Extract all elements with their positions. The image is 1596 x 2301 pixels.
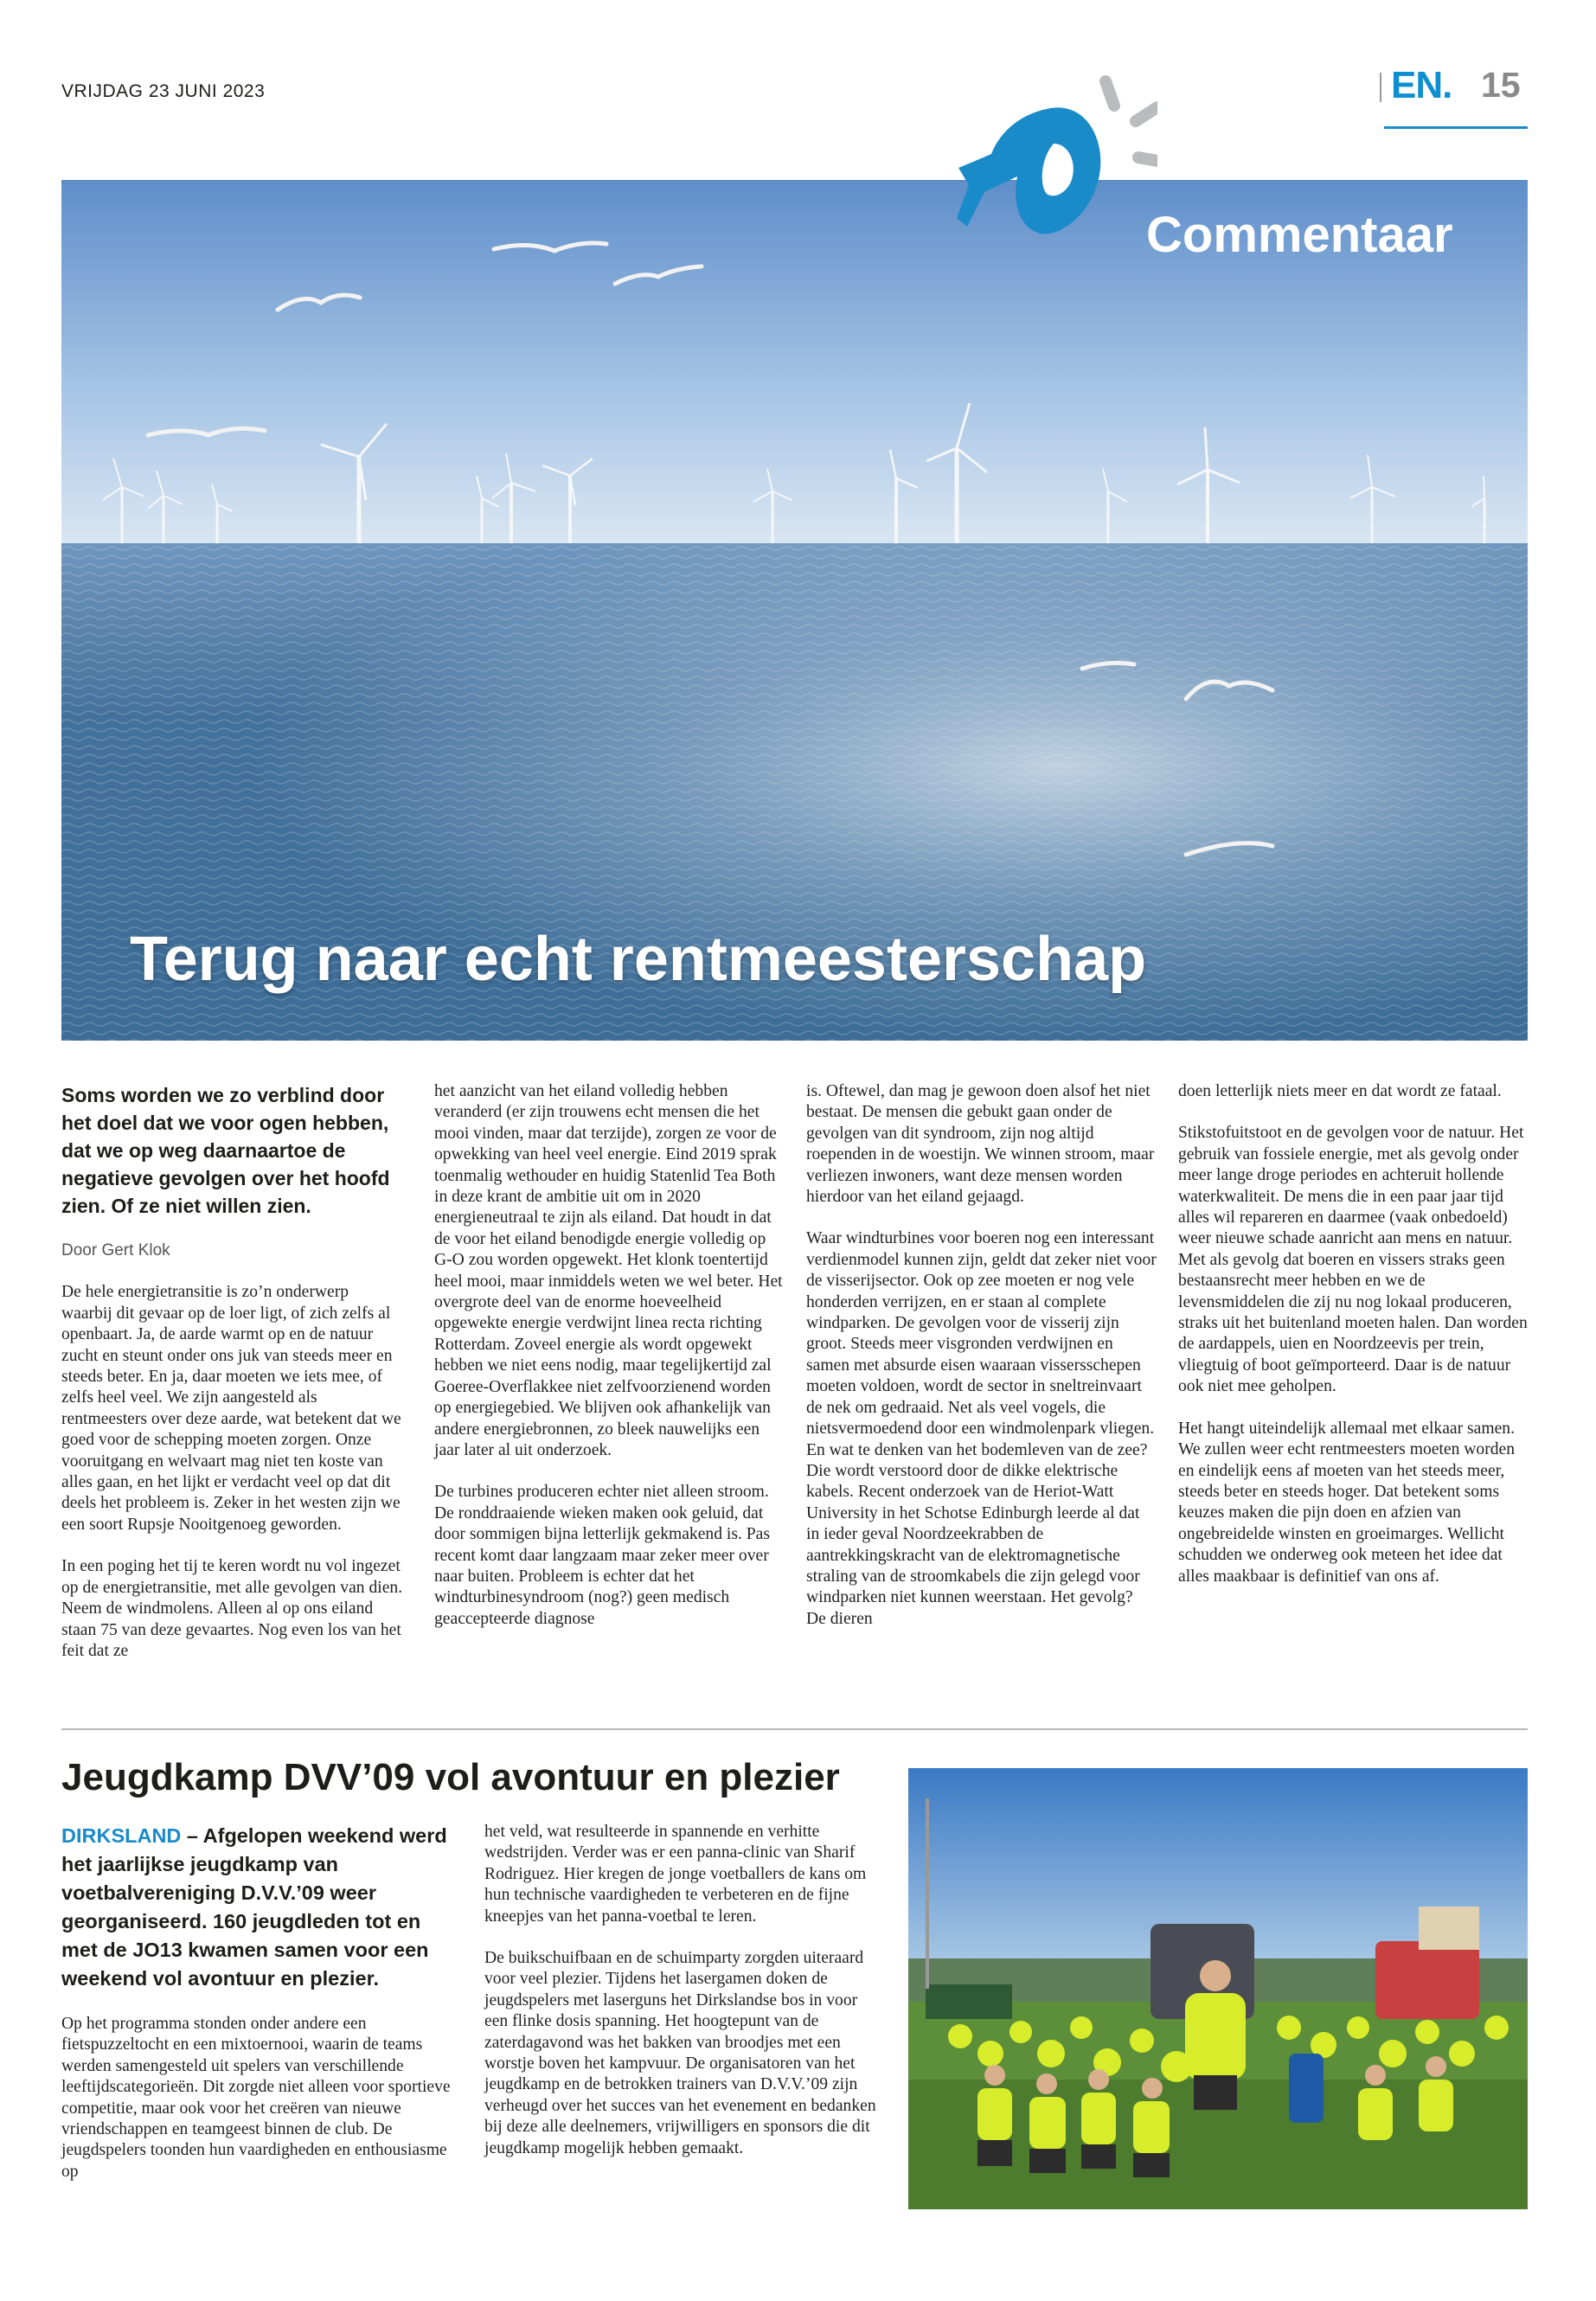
article-headline: Terug naar echt rentmeesterschap: [130, 925, 1147, 994]
paragraph: Op het programma stonden onder andere een fietspuzzeltocht en een mixtoernooi, waarin de teams werden samengesteld uit spelers van verschillende leeftijdscategorieën. Dit zorgde niet alleen voor sportieve competitie, maar ook voor het creëren van nieuwe vriendschappen en teamgeest binnen de club. De jeugdspelers toonden hun vaardigheden en enthousiasme op: [61, 2015, 451, 2181]
article2-lead-text: – Afgelopen weekend werd het jaarlijkse jeugdkamp van voetbalvereniging D.V.V.’09 weer georganiseerd. 160 jeugdleden tot en met de JO13 kwamen samen voor een weekend vol avontuur en plezier.: [61, 1824, 447, 1990]
paragraph: is. Oftewel, dan mag je gewoon doen alsof het niet bestaat. De mensen die gebukt gaan onder de gevolgen van dit syndroom, zijn nog altijd roependen in de woestijn. We winnen stroom, maar verliezen inwoners, want deze mensen worden hierdoor van het eiland gejaagd.: [806, 1082, 1155, 1207]
section-divider: [61, 1728, 1528, 1730]
article1-column-4: [1178, 1081, 1529, 1608]
paragraph: Stikstofuitstoot en de gevolgen voor de natuur. Het gebruik van fossiele energie, met als gevolg onder meer lange droge periodes en achteruit hollende waterkwaliteit. De mens die in een paar jaar tijd alles wil repareren en daarmee (vaak onbedoeld) weer nieuwe schade aanricht aan mens en natuur. Met als gevolg dat boeren en vissers straks geen bestaansrecht meer hebben en we de levensmiddelen die zij nu nog lokaal produceren, straks uit het buitenland moeten halen. Dan worden de aardappels, uien en Noordzeevis per trein, vliegtuig of boot geïmporteerd. Daar is de natuur ook niet mee geholpen.: [1178, 1124, 1528, 1396]
paragraph: De hele energietransitie is zo’n onderwerp waarbij dit gevaar op de loer ligt, of zich zelfs al openbaart. Ja, de aarde warmt op en de natuur zucht en steunt onder ons juk van steeds meer en steeds beter. En ja, daar moeten we iets mee, of zelfs heel veel. We zijn aangesteld als rentmeesters over deze aarde, wat betekent dat we goed voor de schepping moeten zorgen. Onze vooruitgang en welvaart mag niet ten koste van alles gaan, en het lijkt er verdacht veel op dat dit deels het probleem is. Zeker in het westen zijn we een soort Rupsje Nooitgenoeg geworden.: [61, 1283, 401, 1534]
article2-headline: Jeugdkamp DVV’09 vol avontuur en plezier: [61, 1756, 840, 1798]
page-date: VRIJDAG 23 JUNI 2023: [61, 81, 266, 101]
page-number: 15: [1481, 65, 1521, 105]
article2-lead: [61, 1822, 455, 1993]
article1-column-3: [806, 1081, 1157, 1650]
paragraph: het veld, wat resulteerde in spannende en verhitte wedstrijden. Verder was er een panna-clinic van Sharif Rodriguez. Hier kregen de jonge voetballers de kans om hun technische vaardigheden te verbeteren en de fijne kneepjes van het panna-voetbal te leren.: [484, 1823, 867, 1926]
dateline-place: DIRKSLAND: [61, 1824, 182, 1847]
byline: Door Gert Klok: [61, 1241, 170, 1259]
youth-camp-group-photo: [908, 1768, 1528, 2209]
youth-camp-photo: [908, 1768, 1528, 2209]
article1-lead: Soms worden we zo verblind door het doel dat we voor ogen hebben, dat we op weg daarnaartoe de negatieve gevolgen over het hoofd zien. Of ze niet willen zien.: [61, 1084, 390, 1217]
article2-column-1: [61, 1822, 455, 2203]
paragraph: het aanzicht van het eiland volledig hebben veranderd (er zijn trouwens echt mensen die het mooi vinden, maar dat terzijde), zorgen ze voor de opwekking van heel veel energie. Eind 2019 sprak toenmalig wethouder en huidig Statenlid Tea Both in deze krant de ambitie uit om in 2020 energieneutraal te zijn als eiland. Dat houdt in dat de voor het eiland benodigde energie volledig op G-O zou worden opgewekt. Het klonk toentertijd heel mooi, maar inmiddels weten we wel beter. Het overgrote deel van de enorme hoeveelheid opgewekte energie verdwijnt linea recta richting Rotterdam. Zoveel energie als wordt opgewekt hebben we niet eens nodig, maar tegelijkertijd zal Goeree-Overflakkee niet zelfvoorzienend worden op energiegebied. We blijven ook afhankelijk van andere energiebronnen, zo bleek nauwelijks een jaar later al uit onderzoek.: [434, 1082, 783, 1459]
paragraph: De buikschuifbaan en de schuimparty zorgden uiteraard voor veel plezier. Tijdens het lasergamen doken de jeugdspelers met laserguns het Dirkslandse bos in voor een flinke dosis spanning. Het hoogtepunt van de zaterdagavond was het bakken van broodjes met een worstje boven het kampvuur. De organisatoren van het jeugdkamp en de betrokken trainers van D.V.V.’09 zijn verheugd over het succes van het evenement en bedanken bij deze alle deelnemers, vrijwilligers en sponsors die dit jeugdkamp mogelijk hebben gemaakt.: [484, 1949, 876, 2157]
hero-image: [61, 180, 1528, 1041]
paragraph: Het hangt uiteindelijk allemaal met elkaar samen. We zullen weer echt rentmeesters moeten worden en eindelijk eens af moeten van het steeds meer, steeds beter en steeds hoger. Dat betekent soms keuzes maken die pijn doen en afzien van ongebreidelde winsten en groeimarges. Wellicht schudden we onderweg ook meteen het idee dat alles maakbaar is definitief van ons af.: [1178, 1419, 1516, 1586]
paragraph: doen letterlijk niets meer en dat wordt ze fataal.: [1178, 1082, 1502, 1100]
article1-column-1: [61, 1081, 403, 1682]
paragraph: De turbines produceren echter niet alleen stroom. De ronddraaiende wieken maken ook geluid, dat door sommigen bijna letterlijk gekmakend is. Pas recent komt daar langzaam maar zeker meer over naar buiten. Probleem is echter dat het windturbinesyndroom (nog?) geen medisch geaccepteerde diagnose: [434, 1483, 771, 1628]
article2-column-2: [484, 1822, 882, 2180]
wind-turbines-at-sea-photo: [61, 180, 1528, 1041]
header-separator: [1380, 73, 1381, 102]
paragraph: Waar windturbines voor boeren nog een interessant verdienmodel kunnen zijn, geldt dat zeker niet voor de visserijsector. Ook op zee moeten er nog vele honderden verrijzen, en er staan al complete windparken. De gevolgen voor de visserij zijn groot. Steeds meer visgronden verdwijnen en samen met absurde eisen waaraan vissersschepen moeten voldoen, wordt de sector in sneltreinvaart de nek om gedraaid. Net als veel vogels, die nietsvermoedend door een windmolenpark vliegen. En wat te denken van het bodemleven van de zee? Die wordt verstoord door de dikke elektrische kabels. Recent onderzoek van de Heriot-Watt University in het Schotse Edinburgh leerde al dat in ieder geval Noordzeekrabben de aantrekkingskracht van de elektromagnetische straling van de stroomkabels die zijn gelegd voor windparken niet kunnen weerstaan. Het gevolg? De dieren: [806, 1229, 1157, 1628]
article1-column-2: [434, 1081, 785, 1650]
section-label[interactable]: Commentaar: [1146, 207, 1453, 263]
brand-logo[interactable]: EN.: [1391, 64, 1452, 106]
paragraph: In een poging het tij te keren wordt nu vol ingezet op de energietransitie, met alle gevolgen van dien. Neem de windmolens. Alleen al op ons eiland staan 75 van deze gevaartes. Nog even los van het feit dat ze: [61, 1557, 403, 1660]
megaphone-icon: [950, 64, 1157, 289]
header-rule: [1384, 126, 1528, 129]
